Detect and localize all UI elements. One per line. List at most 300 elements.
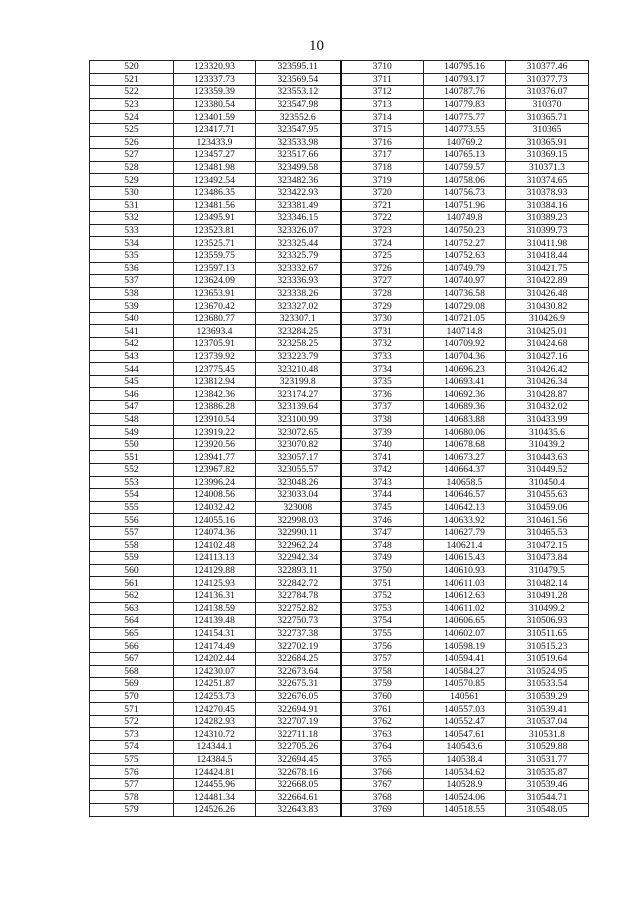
y-coordinate-left-cell: 322711.18 <box>256 728 341 741</box>
point-number-right-cell: 3723 <box>341 224 424 237</box>
y-coordinate-right-cell: 310426.42 <box>506 363 589 376</box>
x-coordinate-right-cell: 140704.36 <box>424 350 506 363</box>
x-coordinate-right-cell: 140696.23 <box>424 363 506 376</box>
x-coordinate-right-cell: 140752.27 <box>424 237 506 250</box>
x-coordinate-left-cell: 124344.1 <box>174 741 256 754</box>
x-coordinate-left-cell: 124481.34 <box>174 791 256 804</box>
y-coordinate-right-cell: 310511.65 <box>506 627 589 640</box>
x-coordinate-left-cell: 123919.22 <box>174 426 256 439</box>
y-coordinate-right-cell: 310370 <box>506 98 589 111</box>
x-coordinate-left-cell: 123910.54 <box>174 413 256 426</box>
table-row <box>90 123 589 136</box>
x-coordinate-right-cell: 140787.76 <box>424 86 506 99</box>
y-coordinate-right-cell: 310548.05 <box>506 804 589 817</box>
point-number-right-cell: 3752 <box>341 589 424 602</box>
table-row <box>90 111 589 124</box>
table-row <box>90 98 589 111</box>
y-coordinate-right-cell: 310421.75 <box>506 262 589 275</box>
point-number-right-cell: 3741 <box>341 451 424 464</box>
point-number-right-cell: 3754 <box>341 615 424 628</box>
y-coordinate-left-cell: 323569.54 <box>256 73 341 86</box>
x-coordinate-right-cell: 140552.47 <box>424 715 506 728</box>
x-coordinate-right-cell: 140714.8 <box>424 325 506 338</box>
y-coordinate-left-cell: 322752.82 <box>256 602 341 615</box>
y-coordinate-left-cell: 323210.48 <box>256 363 341 376</box>
x-coordinate-right-cell: 140729.08 <box>424 300 506 313</box>
point-number-right-cell: 3765 <box>341 753 424 766</box>
table-row <box>90 476 589 489</box>
x-coordinate-right-cell: 140642.13 <box>424 501 506 514</box>
point-number-right-cell: 3730 <box>341 312 424 325</box>
point-number-right-cell: 3748 <box>341 539 424 552</box>
y-coordinate-left-cell: 323055.57 <box>256 464 341 477</box>
point-number-right-cell: 3714 <box>341 111 424 124</box>
x-coordinate-left-cell: 123401.59 <box>174 111 256 124</box>
point-number-right-cell: 3726 <box>341 262 424 275</box>
point-number-left-cell: 534 <box>90 237 174 250</box>
point-number-left-cell: 554 <box>90 489 174 502</box>
y-coordinate-right-cell: 310544.71 <box>506 791 589 804</box>
point-number-right-cell: 3759 <box>341 678 424 691</box>
point-number-right-cell: 3762 <box>341 715 424 728</box>
table-row <box>90 224 589 237</box>
y-coordinate-right-cell: 310430.82 <box>506 300 589 313</box>
x-coordinate-right-cell: 140693.41 <box>424 375 506 388</box>
y-coordinate-right-cell: 310535.87 <box>506 766 589 779</box>
table-row <box>90 312 589 325</box>
point-number-left-cell: 536 <box>90 262 174 275</box>
point-number-right-cell: 3750 <box>341 564 424 577</box>
point-number-right-cell: 3711 <box>341 73 424 86</box>
point-number-left-cell: 535 <box>90 249 174 262</box>
point-number-left-cell: 578 <box>90 791 174 804</box>
x-coordinate-left-cell: 123920.56 <box>174 438 256 451</box>
point-number-right-cell: 3716 <box>341 136 424 149</box>
table-row <box>90 451 589 464</box>
point-number-right-cell: 3737 <box>341 401 424 414</box>
point-number-left-cell: 555 <box>90 501 174 514</box>
point-number-left-cell: 528 <box>90 161 174 174</box>
x-coordinate-right-cell: 140692.36 <box>424 388 506 401</box>
x-coordinate-left-cell: 123417.71 <box>174 123 256 136</box>
x-coordinate-left-cell: 123597.13 <box>174 262 256 275</box>
y-coordinate-right-cell: 310443.63 <box>506 451 589 464</box>
point-number-left-cell: 552 <box>90 464 174 477</box>
table-row <box>90 577 589 590</box>
table-row <box>90 136 589 149</box>
y-coordinate-left-cell: 323284.25 <box>256 325 341 338</box>
x-coordinate-left-cell: 123481.56 <box>174 199 256 212</box>
table-row <box>90 514 589 527</box>
table-row <box>90 61 589 74</box>
point-number-right-cell: 3728 <box>341 287 424 300</box>
table-row <box>90 186 589 199</box>
x-coordinate-right-cell: 140749.8 <box>424 212 506 225</box>
table-row <box>90 338 589 351</box>
point-number-left-cell: 520 <box>90 61 174 74</box>
y-coordinate-left-cell: 323482.36 <box>256 174 341 187</box>
y-coordinate-left-cell: 322750.73 <box>256 615 341 628</box>
y-coordinate-left-cell: 322962.24 <box>256 539 341 552</box>
x-coordinate-left-cell: 123359.39 <box>174 86 256 99</box>
table-row <box>90 589 589 602</box>
point-number-left-cell: 530 <box>90 186 174 199</box>
x-coordinate-right-cell: 140795.16 <box>424 61 506 74</box>
point-number-right-cell: 3749 <box>341 552 424 565</box>
y-coordinate-left-cell: 322842.72 <box>256 577 341 590</box>
x-coordinate-right-cell: 140740.97 <box>424 275 506 288</box>
y-coordinate-left-cell: 323258.25 <box>256 338 341 351</box>
y-coordinate-right-cell: 310531.77 <box>506 753 589 766</box>
x-coordinate-left-cell: 124055.16 <box>174 514 256 527</box>
x-coordinate-right-cell: 140633.92 <box>424 514 506 527</box>
x-coordinate-left-cell: 124455.96 <box>174 778 256 791</box>
table-row <box>90 741 589 754</box>
x-coordinate-right-cell: 140538.4 <box>424 753 506 766</box>
y-coordinate-right-cell: 310537.04 <box>506 715 589 728</box>
x-coordinate-right-cell: 140534.62 <box>424 766 506 779</box>
point-number-right-cell: 3764 <box>341 741 424 754</box>
y-coordinate-left-cell: 322694.45 <box>256 753 341 766</box>
y-coordinate-right-cell: 310499.2 <box>506 602 589 615</box>
y-coordinate-left-cell: 323517.66 <box>256 149 341 162</box>
y-coordinate-left-cell: 322707.19 <box>256 715 341 728</box>
y-coordinate-left-cell: 323070.82 <box>256 438 341 451</box>
point-number-right-cell: 3732 <box>341 338 424 351</box>
x-coordinate-left-cell: 124154.31 <box>174 627 256 640</box>
x-coordinate-right-cell: 140751.96 <box>424 199 506 212</box>
y-coordinate-right-cell: 310515.23 <box>506 640 589 653</box>
point-number-left-cell: 559 <box>90 552 174 565</box>
y-coordinate-left-cell: 323338.26 <box>256 287 341 300</box>
y-coordinate-right-cell: 310539.46 <box>506 778 589 791</box>
table-row <box>90 501 589 514</box>
x-coordinate-left-cell: 124125.93 <box>174 577 256 590</box>
point-number-right-cell: 3758 <box>341 665 424 678</box>
table-row <box>90 401 589 414</box>
point-number-right-cell: 3769 <box>341 804 424 817</box>
y-coordinate-right-cell: 310411.98 <box>506 237 589 250</box>
point-number-left-cell: 567 <box>90 652 174 665</box>
table-body <box>90 61 589 817</box>
table-row <box>90 753 589 766</box>
point-number-left-cell: 571 <box>90 703 174 716</box>
x-coordinate-left-cell: 123481.98 <box>174 161 256 174</box>
y-coordinate-left-cell: 323325.44 <box>256 237 341 250</box>
y-coordinate-right-cell: 310529.88 <box>506 741 589 754</box>
table-row <box>90 703 589 716</box>
y-coordinate-right-cell: 310459.06 <box>506 501 589 514</box>
table-row <box>90 287 589 300</box>
point-number-left-cell: 539 <box>90 300 174 313</box>
y-coordinate-left-cell: 322673.64 <box>256 665 341 678</box>
x-coordinate-right-cell: 140621.4 <box>424 539 506 552</box>
point-number-left-cell: 523 <box>90 98 174 111</box>
point-number-left-cell: 565 <box>90 627 174 640</box>
y-coordinate-left-cell: 323422.93 <box>256 186 341 199</box>
point-number-left-cell: 573 <box>90 728 174 741</box>
table-row <box>90 552 589 565</box>
point-number-left-cell: 572 <box>90 715 174 728</box>
x-coordinate-right-cell: 140524.06 <box>424 791 506 804</box>
y-coordinate-right-cell: 310465.53 <box>506 526 589 539</box>
y-coordinate-right-cell: 310425.01 <box>506 325 589 338</box>
y-coordinate-left-cell: 322675.31 <box>256 678 341 691</box>
y-coordinate-left-cell: 322990.11 <box>256 526 341 539</box>
y-coordinate-right-cell: 310418.44 <box>506 249 589 262</box>
x-coordinate-left-cell: 124424.81 <box>174 766 256 779</box>
y-coordinate-right-cell: 310524.95 <box>506 665 589 678</box>
coordinates-table <box>89 60 589 817</box>
table-row <box>90 375 589 388</box>
x-coordinate-right-cell: 140646.57 <box>424 489 506 502</box>
y-coordinate-left-cell: 323336.93 <box>256 275 341 288</box>
point-number-right-cell: 3753 <box>341 602 424 615</box>
x-coordinate-right-cell: 140759.57 <box>424 161 506 174</box>
x-coordinate-left-cell: 123941.77 <box>174 451 256 464</box>
y-coordinate-right-cell: 310378.93 <box>506 186 589 199</box>
point-number-right-cell: 3767 <box>341 778 424 791</box>
x-coordinate-left-cell: 123680.77 <box>174 312 256 325</box>
x-coordinate-left-cell: 123653.91 <box>174 287 256 300</box>
point-number-right-cell: 3766 <box>341 766 424 779</box>
y-coordinate-right-cell: 310539.29 <box>506 690 589 703</box>
y-coordinate-right-cell: 310482.14 <box>506 577 589 590</box>
x-coordinate-right-cell: 140769.2 <box>424 136 506 149</box>
x-coordinate-left-cell: 124384.5 <box>174 753 256 766</box>
point-number-left-cell: 545 <box>90 375 174 388</box>
table-row <box>90 300 589 313</box>
y-coordinate-left-cell: 322676.05 <box>256 690 341 703</box>
y-coordinate-right-cell: 310389.23 <box>506 212 589 225</box>
table-row <box>90 174 589 187</box>
x-coordinate-right-cell: 140611.03 <box>424 577 506 590</box>
x-coordinate-right-cell: 140627.79 <box>424 526 506 539</box>
y-coordinate-left-cell: 323072.65 <box>256 426 341 439</box>
x-coordinate-right-cell: 140756.73 <box>424 186 506 199</box>
y-coordinate-left-cell: 323595.11 <box>256 61 341 74</box>
point-number-left-cell: 551 <box>90 451 174 464</box>
x-coordinate-left-cell: 124139.48 <box>174 615 256 628</box>
table-row <box>90 212 589 225</box>
point-number-right-cell: 3745 <box>341 501 424 514</box>
x-coordinate-right-cell: 140658.5 <box>424 476 506 489</box>
point-number-left-cell: 533 <box>90 224 174 237</box>
x-coordinate-left-cell: 123559.75 <box>174 249 256 262</box>
table-row <box>90 86 589 99</box>
x-coordinate-right-cell: 140673.27 <box>424 451 506 464</box>
point-number-left-cell: 557 <box>90 526 174 539</box>
x-coordinate-left-cell: 124102.48 <box>174 539 256 552</box>
table-row <box>90 690 589 703</box>
point-number-right-cell: 3739 <box>341 426 424 439</box>
y-coordinate-right-cell: 310491.28 <box>506 589 589 602</box>
x-coordinate-right-cell: 140543.6 <box>424 741 506 754</box>
y-coordinate-right-cell: 310531.8 <box>506 728 589 741</box>
point-number-left-cell: 531 <box>90 199 174 212</box>
x-coordinate-left-cell: 124129.88 <box>174 564 256 577</box>
y-coordinate-left-cell: 323307.1 <box>256 312 341 325</box>
y-coordinate-left-cell: 322664.61 <box>256 791 341 804</box>
x-coordinate-left-cell: 123486.35 <box>174 186 256 199</box>
point-number-left-cell: 546 <box>90 388 174 401</box>
x-coordinate-left-cell: 124136.31 <box>174 589 256 602</box>
table-row <box>90 464 589 477</box>
point-number-left-cell: 549 <box>90 426 174 439</box>
y-coordinate-right-cell: 310450.4 <box>506 476 589 489</box>
table-row <box>90 526 589 539</box>
x-coordinate-left-cell: 124310.72 <box>174 728 256 741</box>
x-coordinate-right-cell: 140547.61 <box>424 728 506 741</box>
point-number-left-cell: 560 <box>90 564 174 577</box>
y-coordinate-left-cell: 323008 <box>256 501 341 514</box>
table-row <box>90 602 589 615</box>
point-number-left-cell: 553 <box>90 476 174 489</box>
point-number-left-cell: 550 <box>90 438 174 451</box>
point-number-left-cell: 532 <box>90 212 174 225</box>
x-coordinate-right-cell: 140678.68 <box>424 438 506 451</box>
table-row <box>90 149 589 162</box>
y-coordinate-right-cell: 310377.73 <box>506 73 589 86</box>
table-row <box>90 640 589 653</box>
point-number-left-cell: 537 <box>90 275 174 288</box>
x-coordinate-right-cell: 140561 <box>424 690 506 703</box>
point-number-right-cell: 3734 <box>341 363 424 376</box>
x-coordinate-left-cell: 124202.44 <box>174 652 256 665</box>
x-coordinate-right-cell: 140752.63 <box>424 249 506 262</box>
point-number-left-cell: 524 <box>90 111 174 124</box>
y-coordinate-right-cell: 310519.64 <box>506 652 589 665</box>
point-number-right-cell: 3743 <box>341 476 424 489</box>
point-number-right-cell: 3768 <box>341 791 424 804</box>
table-row <box>90 804 589 817</box>
y-coordinate-left-cell: 322784.78 <box>256 589 341 602</box>
y-coordinate-left-cell: 323100.99 <box>256 413 341 426</box>
x-coordinate-left-cell: 123433.9 <box>174 136 256 149</box>
x-coordinate-right-cell: 140749.79 <box>424 262 506 275</box>
point-number-left-cell: 521 <box>90 73 174 86</box>
y-coordinate-right-cell: 310432.02 <box>506 401 589 414</box>
x-coordinate-left-cell: 123523.81 <box>174 224 256 237</box>
x-coordinate-left-cell: 124032.42 <box>174 501 256 514</box>
x-coordinate-left-cell: 123624.09 <box>174 275 256 288</box>
y-coordinate-left-cell: 323199.8 <box>256 375 341 388</box>
table-row <box>90 539 589 552</box>
table-row <box>90 564 589 577</box>
point-number-left-cell: 579 <box>90 804 174 817</box>
point-number-left-cell: 542 <box>90 338 174 351</box>
x-coordinate-right-cell: 140606.65 <box>424 615 506 628</box>
y-coordinate-right-cell: 310426.9 <box>506 312 589 325</box>
x-coordinate-left-cell: 123996.24 <box>174 476 256 489</box>
point-number-right-cell: 3712 <box>341 86 424 99</box>
x-coordinate-right-cell: 140602.07 <box>424 627 506 640</box>
point-number-right-cell: 3718 <box>341 161 424 174</box>
y-coordinate-right-cell: 310433.99 <box>506 413 589 426</box>
table-row <box>90 426 589 439</box>
point-number-left-cell: 566 <box>90 640 174 653</box>
table-row <box>90 791 589 804</box>
y-coordinate-right-cell: 310427.16 <box>506 350 589 363</box>
point-number-right-cell: 3724 <box>341 237 424 250</box>
point-number-right-cell: 3742 <box>341 464 424 477</box>
point-number-right-cell: 3733 <box>341 350 424 363</box>
table-row <box>90 237 589 250</box>
point-number-right-cell: 3727 <box>341 275 424 288</box>
table-row <box>90 73 589 86</box>
y-coordinate-left-cell: 323033.04 <box>256 489 341 502</box>
x-coordinate-right-cell: 140610.93 <box>424 564 506 577</box>
point-number-left-cell: 569 <box>90 678 174 691</box>
table-row <box>90 275 589 288</box>
x-coordinate-right-cell: 140612.63 <box>424 589 506 602</box>
x-coordinate-left-cell: 124526.26 <box>174 804 256 817</box>
y-coordinate-right-cell: 310449.52 <box>506 464 589 477</box>
y-coordinate-right-cell: 310439.2 <box>506 438 589 451</box>
table-row <box>90 262 589 275</box>
x-coordinate-right-cell: 140689.36 <box>424 401 506 414</box>
point-number-right-cell: 3763 <box>341 728 424 741</box>
point-number-right-cell: 3738 <box>341 413 424 426</box>
x-coordinate-left-cell: 123842.36 <box>174 388 256 401</box>
table-row <box>90 778 589 791</box>
x-coordinate-left-cell: 123967.82 <box>174 464 256 477</box>
point-number-right-cell: 3735 <box>341 375 424 388</box>
point-number-right-cell: 3760 <box>341 690 424 703</box>
table-row <box>90 627 589 640</box>
y-coordinate-right-cell: 310365.91 <box>506 136 589 149</box>
x-coordinate-right-cell: 140773.55 <box>424 123 506 136</box>
y-coordinate-right-cell: 310374.65 <box>506 174 589 187</box>
y-coordinate-left-cell: 323139.64 <box>256 401 341 414</box>
x-coordinate-left-cell: 123693.4 <box>174 325 256 338</box>
point-number-left-cell: 548 <box>90 413 174 426</box>
x-coordinate-left-cell: 123812.94 <box>174 375 256 388</box>
point-number-left-cell: 575 <box>90 753 174 766</box>
point-number-right-cell: 3751 <box>341 577 424 590</box>
table-row <box>90 766 589 779</box>
table-row <box>90 728 589 741</box>
x-coordinate-left-cell: 123495.91 <box>174 212 256 225</box>
point-number-left-cell: 570 <box>90 690 174 703</box>
table-row <box>90 652 589 665</box>
x-coordinate-left-cell: 123775.45 <box>174 363 256 376</box>
y-coordinate-right-cell: 310428.87 <box>506 388 589 401</box>
x-coordinate-right-cell: 140736.58 <box>424 287 506 300</box>
x-coordinate-right-cell: 140775.77 <box>424 111 506 124</box>
y-coordinate-right-cell: 310472.15 <box>506 539 589 552</box>
point-number-left-cell: 574 <box>90 741 174 754</box>
point-number-right-cell: 3761 <box>341 703 424 716</box>
x-coordinate-left-cell: 124174.49 <box>174 640 256 653</box>
x-coordinate-left-cell: 124138.59 <box>174 602 256 615</box>
x-coordinate-left-cell: 123739.92 <box>174 350 256 363</box>
table-row <box>90 715 589 728</box>
table-row <box>90 413 589 426</box>
x-coordinate-left-cell: 123380.54 <box>174 98 256 111</box>
x-coordinate-left-cell: 123492.54 <box>174 174 256 187</box>
point-number-right-cell: 3725 <box>341 249 424 262</box>
y-coordinate-right-cell: 310365.71 <box>506 111 589 124</box>
point-number-right-cell: 3755 <box>341 627 424 640</box>
table-row <box>90 615 589 628</box>
y-coordinate-left-cell: 322694.91 <box>256 703 341 716</box>
y-coordinate-right-cell: 310473.84 <box>506 552 589 565</box>
x-coordinate-right-cell: 140750.23 <box>424 224 506 237</box>
y-coordinate-left-cell: 323332.67 <box>256 262 341 275</box>
point-number-left-cell: 563 <box>90 602 174 615</box>
x-coordinate-left-cell: 123457.27 <box>174 149 256 162</box>
